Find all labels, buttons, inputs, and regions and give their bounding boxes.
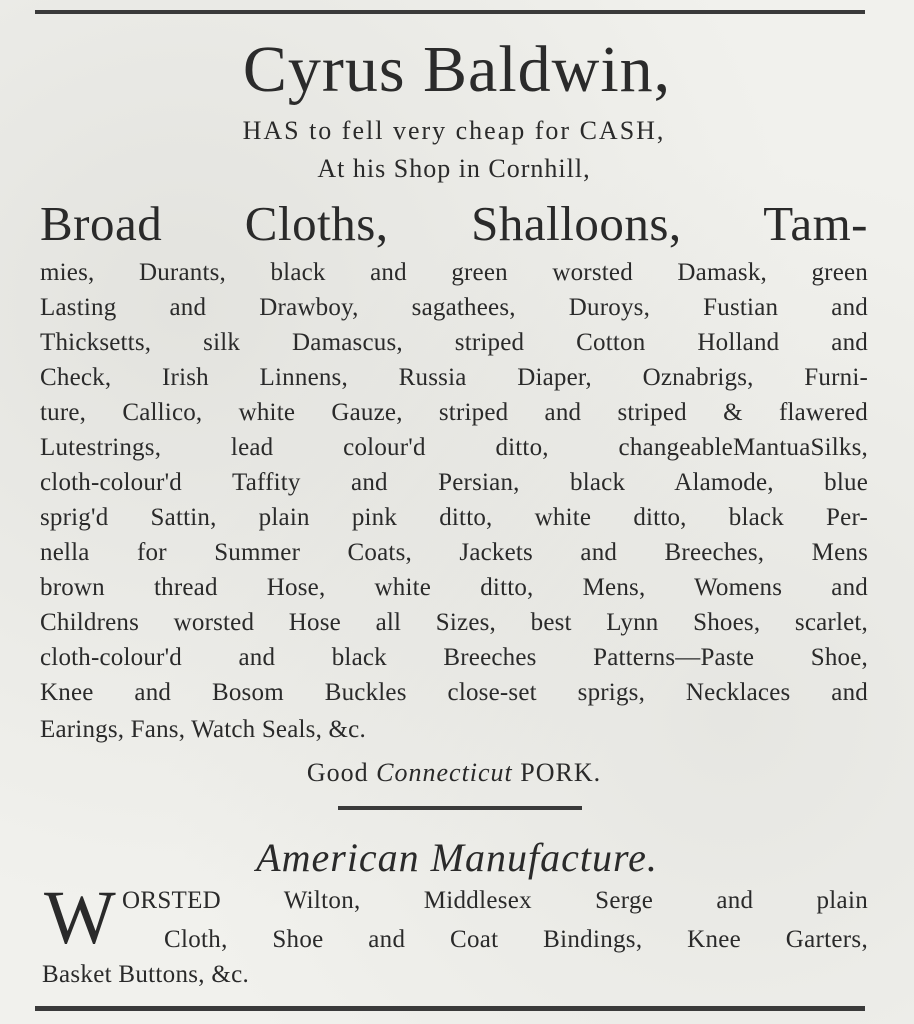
body-line-last: Earings, Fans, Watch Seals, &c. — [40, 716, 366, 743]
pork-italic-place: Connecticut — [376, 758, 513, 787]
body-line: mies, Durants, black and green worsted Damask, green — [40, 259, 868, 286]
american-manufacture-heading: American Manufacture. — [256, 835, 658, 880]
body-line: cloth-colour'd Taffity and Persian, black Alamode, blue — [40, 469, 868, 496]
american-line-2: Cloth, Shoe and Coat Bindings, Knee Garters, — [164, 926, 868, 953]
body-line: cloth-colour'd and black Breeches Patterns—Paste Shoe, — [40, 644, 868, 671]
pork-suffix: PORK. — [512, 758, 602, 787]
body-line: Lutestrings, lead colour'd ditto, changeableMantuaSilks, — [40, 434, 868, 461]
subtitle-line-2: At his Shop in Cornhill, — [317, 154, 591, 183]
advertiser-name: Cyrus Baldwin, — [242, 33, 672, 106]
american-line-1: ORSTED Wilton, Middlesex Serge and plain — [122, 887, 868, 914]
top-rule — [35, 10, 865, 14]
drop-cap: W — [44, 876, 116, 960]
body-line: ture, Callico, white Gauze, striped and striped & flawered — [40, 399, 868, 426]
subtitle-line-1: HAS to fell very cheap for CASH, — [242, 116, 666, 145]
american-line-3: Basket Buttons, &c. — [42, 961, 250, 988]
bottom-rule — [35, 1006, 865, 1011]
body-line: Childrens worsted Hose all Sizes, best Lynn Shoes, scarlet, — [40, 609, 868, 636]
body-line: brown thread Hose, white ditto, Mens, Womens and — [40, 574, 868, 601]
body-line: Check, Irish Linnens, Russia Diaper, Oznabrigs, Furni- — [40, 364, 868, 391]
body-line: Lasting and Drawboy, sagathees, Duroys, Fustian and — [40, 294, 868, 321]
pork-prefix: Good — [306, 758, 377, 787]
body-line: Thicksetts, silk Damascus, striped Cotton Holland and — [40, 329, 868, 356]
section-divider — [338, 806, 582, 810]
body-line: sprig'd Sattin, plain pink ditto, white ditto, black Per- — [40, 504, 868, 531]
pork-notice — [40, 758, 868, 788]
goods-headline: Broad Cloths, Shalloons, Tam- — [40, 196, 868, 251]
body-line: Knee and Bosom Buckles close-set sprigs, Necklaces and — [40, 679, 868, 706]
body-line: nella for Summer Coats, Jackets and Breeches, Mens — [40, 539, 868, 566]
